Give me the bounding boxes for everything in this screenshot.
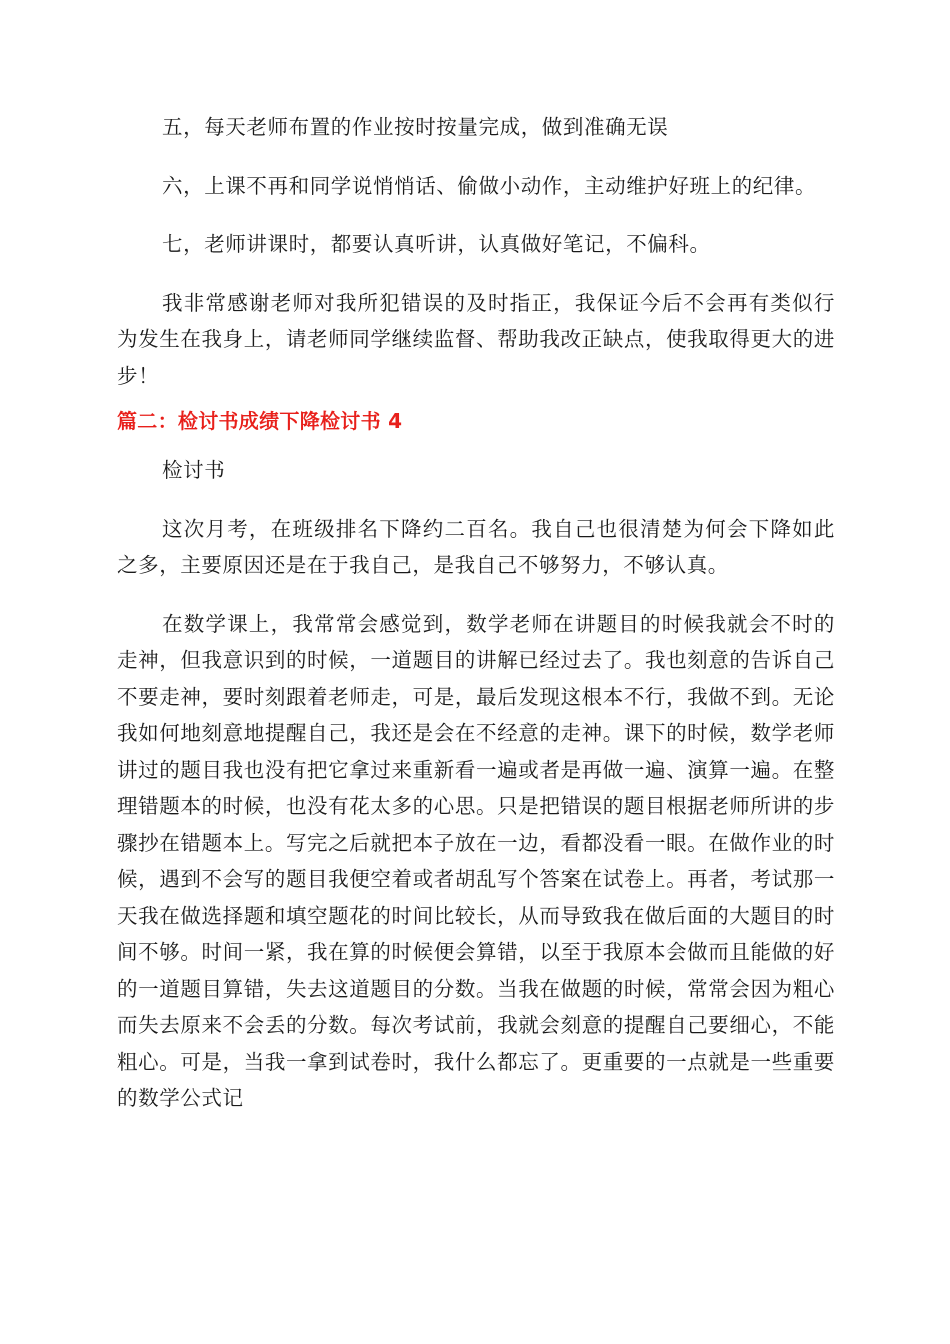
document-subtitle: 检讨书 bbox=[162, 458, 226, 482]
paragraph-item-5: 五，每天老师布置的作业按时按量完成，做到准确无误 bbox=[162, 115, 669, 139]
paragraph-closing: 我非常感谢老师对我所犯错误的及时指正，我保证今后不会再有类似行为发生在我身上，请老师同学继续监督、帮助我改正缺点，使我取得更大的进步！ bbox=[117, 290, 835, 388]
paragraph-math-class: 在数学课上，我常常会感觉到，数学老师在讲题目的时候我就会不时的走神，但我意识到的时候，一道题目的讲解已经过去了。我也刻意的告诉自己不要走神，要时刻跟着老师走，可是，最后发现这根本不行，我做不到。无论我如何地刻意地提醒自己，我还是会在不经意的走神。课下的时候，数学老师讲过的题目我也没有把它拿过来重新看一遍或者是再做一遍、演算一遍。在整理错题本的时候，也没有花太多的心思。只是把错误的题目根据老师所讲的步骤抄在错题本上。写完之后就把本子放在一边，看都没看一眼。在做作业的时候，遇到不会写的题目我便空着或者胡乱写个答案在试卷上。再者，考试那一天我在做选择题和填空题花的时间比较长，从而导致我在做后面的大题目的时间不够。时间一紧，我在算的时候便会算错，以至于我原本会做而且能做的好的一道题目算错，失去这道题目的分数。当我在做题的时候，常常会因为粗心而失去原来不会丢的分数。每次考试前，我就会刻意的提醒自己要细心，不能粗心。可是，当我一拿到试卷时，我什么都忘了。更重要的一点就是一些重要的数学公式记 bbox=[117, 611, 835, 1110]
paragraph-item-7: 七，老师讲课时，都要认真听讲，认真做好笔记，不偏科。 bbox=[162, 232, 711, 256]
section-heading: 篇二：检讨书成绩下降检讨书 4 bbox=[117, 409, 403, 433]
paragraph-monthly-exam: 这次月考，在班级排名下降约二百名。我自己也很清楚为何会下降如此之多，主要原因还是在于我自己，是我自己不够努力，不够认真。 bbox=[117, 516, 835, 577]
paragraph-item-6: 六，上课不再和同学说悄悄话、偷做小动作，主动维护好班上的纪律。 bbox=[162, 173, 817, 198]
document-page bbox=[117, 109, 835, 1139]
